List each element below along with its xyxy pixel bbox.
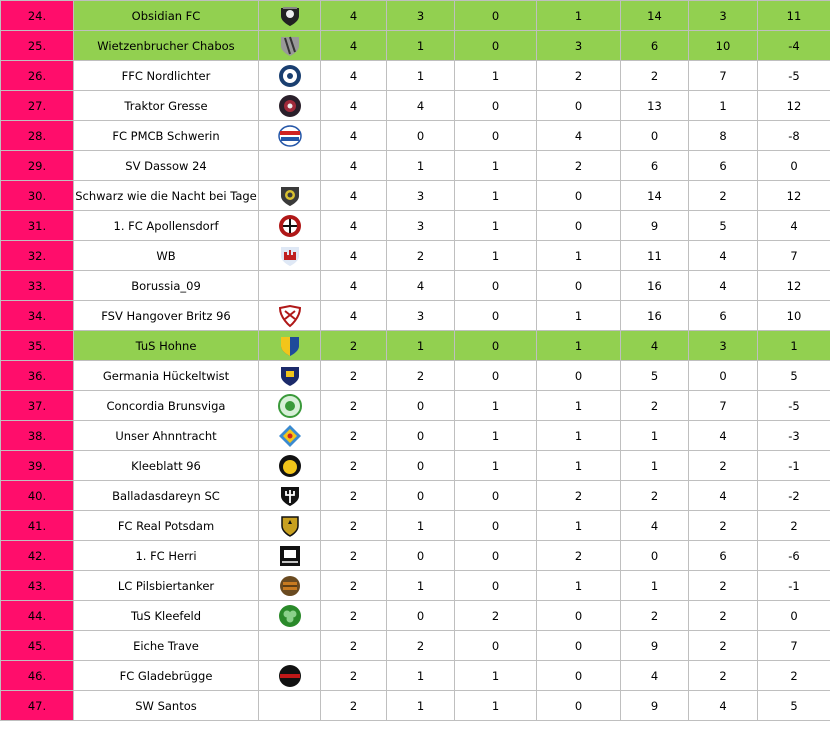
goal-diff-cell: -1 bbox=[758, 451, 830, 481]
team-name-cell: 1. FC Herri bbox=[74, 541, 259, 571]
rank-cell: 37. bbox=[1, 391, 74, 421]
wins-cell: 2 bbox=[387, 241, 455, 271]
games-cell: 2 bbox=[321, 571, 387, 601]
table-row bbox=[1, 31, 830, 61]
goal-diff-cell: 7 bbox=[758, 241, 830, 271]
goals-for-cell: 2 bbox=[621, 61, 689, 91]
goal-diff-cell: 1 bbox=[758, 331, 830, 361]
crest-stripes-icon bbox=[278, 34, 302, 58]
draws-cell: 1 bbox=[455, 421, 537, 451]
table-row bbox=[1, 451, 830, 481]
team-logo-cell bbox=[259, 691, 321, 721]
losses-cell: 2 bbox=[537, 541, 621, 571]
draws-cell: 0 bbox=[455, 631, 537, 661]
team-name-cell: Germania Hückeltwist bbox=[74, 361, 259, 391]
goals-against-cell: 6 bbox=[689, 301, 758, 331]
team-logo-cell bbox=[259, 331, 321, 361]
games-cell: 2 bbox=[321, 691, 387, 721]
rank-cell: 35. bbox=[1, 331, 74, 361]
wins-cell: 1 bbox=[387, 31, 455, 61]
rank-cell: 44. bbox=[1, 601, 74, 631]
crest-trident-icon bbox=[278, 484, 302, 508]
losses-cell: 1 bbox=[537, 331, 621, 361]
goals-for-cell: 16 bbox=[621, 271, 689, 301]
games-cell: 2 bbox=[321, 421, 387, 451]
goals-for-cell: 1 bbox=[621, 571, 689, 601]
team-name-cell: 1. FC Apollensdorf bbox=[74, 211, 259, 241]
goals-against-cell: 5 bbox=[689, 211, 758, 241]
crest-barrel-icon bbox=[278, 574, 302, 598]
rank-cell: 30. bbox=[1, 181, 74, 211]
goals-for-cell: 1 bbox=[621, 421, 689, 451]
goals-against-cell: 4 bbox=[689, 241, 758, 271]
goals-for-cell: 2 bbox=[621, 391, 689, 421]
goal-diff-cell: 5 bbox=[758, 361, 830, 391]
goals-against-cell: 7 bbox=[689, 391, 758, 421]
team-logo-cell bbox=[259, 541, 321, 571]
team-logo-cell bbox=[259, 661, 321, 691]
games-cell: 4 bbox=[321, 181, 387, 211]
team-name-cell: SW Santos bbox=[74, 691, 259, 721]
wins-cell: 1 bbox=[387, 661, 455, 691]
losses-cell: 2 bbox=[537, 481, 621, 511]
table-row bbox=[1, 511, 830, 541]
goal-diff-cell: 7 bbox=[758, 631, 830, 661]
goals-for-cell: 16 bbox=[621, 301, 689, 331]
wins-cell: 0 bbox=[387, 601, 455, 631]
goal-diff-cell: 12 bbox=[758, 181, 830, 211]
goals-for-cell: 2 bbox=[621, 601, 689, 631]
goals-against-cell: 3 bbox=[689, 331, 758, 361]
wins-cell: 1 bbox=[387, 571, 455, 601]
table-row bbox=[1, 361, 830, 391]
team-name-cell: Balladasdareyn SC bbox=[74, 481, 259, 511]
draws-cell: 1 bbox=[455, 211, 537, 241]
team-name-cell: FC Gladebrügge bbox=[74, 661, 259, 691]
table-row bbox=[1, 391, 830, 421]
rank-cell: 28. bbox=[1, 121, 74, 151]
goals-against-cell: 8 bbox=[689, 121, 758, 151]
games-cell: 2 bbox=[321, 541, 387, 571]
goals-for-cell: 14 bbox=[621, 181, 689, 211]
games-cell: 4 bbox=[321, 271, 387, 301]
goal-diff-cell: 12 bbox=[758, 91, 830, 121]
goals-against-cell: 2 bbox=[689, 451, 758, 481]
team-name-cell: Concordia Brunsviga bbox=[74, 391, 259, 421]
wins-cell: 0 bbox=[387, 121, 455, 151]
table-row bbox=[1, 601, 830, 631]
goal-diff-cell: -5 bbox=[758, 391, 830, 421]
games-cell: 2 bbox=[321, 511, 387, 541]
team-name-cell: Obsidian FC bbox=[74, 1, 259, 31]
draws-cell: 0 bbox=[455, 301, 537, 331]
losses-cell: 1 bbox=[537, 421, 621, 451]
team-name-cell: TuS Kleefeld bbox=[74, 601, 259, 631]
team-logo-cell bbox=[259, 151, 321, 181]
team-name-cell: FC Real Potsdam bbox=[74, 511, 259, 541]
goals-against-cell: 10 bbox=[689, 31, 758, 61]
team-name-cell: Kleeblatt 96 bbox=[74, 451, 259, 481]
draws-cell: 1 bbox=[455, 391, 537, 421]
games-cell: 4 bbox=[321, 1, 387, 31]
team-name-cell: FC PMCB Schwerin bbox=[74, 121, 259, 151]
wins-cell: 3 bbox=[387, 181, 455, 211]
goals-against-cell: 2 bbox=[689, 571, 758, 601]
wins-cell: 1 bbox=[387, 331, 455, 361]
rank-cell: 38. bbox=[1, 421, 74, 451]
team-logo-cell bbox=[259, 31, 321, 61]
wins-cell: 1 bbox=[387, 61, 455, 91]
crest-bw-square-icon bbox=[278, 544, 302, 568]
team-logo-cell bbox=[259, 631, 321, 661]
goals-against-cell: 1 bbox=[689, 91, 758, 121]
draws-cell: 0 bbox=[455, 541, 537, 571]
table-row bbox=[1, 481, 830, 511]
goal-diff-cell: 2 bbox=[758, 511, 830, 541]
wins-cell: 0 bbox=[387, 421, 455, 451]
goals-against-cell: 7 bbox=[689, 61, 758, 91]
goals-for-cell: 9 bbox=[621, 631, 689, 661]
draws-cell: 1 bbox=[455, 661, 537, 691]
rank-cell: 39. bbox=[1, 451, 74, 481]
goal-diff-cell: 0 bbox=[758, 151, 830, 181]
crest-yellow-blue-icon bbox=[278, 334, 302, 358]
games-cell: 2 bbox=[321, 331, 387, 361]
team-logo-cell bbox=[259, 271, 321, 301]
table-row bbox=[1, 241, 830, 271]
rank-cell: 33. bbox=[1, 271, 74, 301]
table-row bbox=[1, 151, 830, 181]
draws-cell: 1 bbox=[455, 181, 537, 211]
goals-against-cell: 2 bbox=[689, 661, 758, 691]
games-cell: 4 bbox=[321, 301, 387, 331]
draws-cell: 0 bbox=[455, 31, 537, 61]
games-cell: 4 bbox=[321, 31, 387, 61]
goal-diff-cell: 11 bbox=[758, 1, 830, 31]
wins-cell: 1 bbox=[387, 691, 455, 721]
goals-against-cell: 4 bbox=[689, 691, 758, 721]
team-name-cell: Traktor Gresse bbox=[74, 91, 259, 121]
goals-for-cell: 9 bbox=[621, 211, 689, 241]
team-name-cell: Eiche Trave bbox=[74, 631, 259, 661]
draws-cell: 1 bbox=[455, 151, 537, 181]
goal-diff-cell: 4 bbox=[758, 211, 830, 241]
table-row bbox=[1, 211, 830, 241]
rank-cell: 46. bbox=[1, 661, 74, 691]
losses-cell: 0 bbox=[537, 631, 621, 661]
games-cell: 2 bbox=[321, 361, 387, 391]
team-logo-cell bbox=[259, 211, 321, 241]
crest-shield-dark-icon bbox=[278, 184, 302, 208]
losses-cell: 2 bbox=[537, 61, 621, 91]
rank-cell: 25. bbox=[1, 31, 74, 61]
goals-for-cell: 4 bbox=[621, 661, 689, 691]
team-name-cell: FSV Hangover Britz 96 bbox=[74, 301, 259, 331]
goals-for-cell: 2 bbox=[621, 481, 689, 511]
goals-for-cell: 11 bbox=[621, 241, 689, 271]
crest-diamond-icon bbox=[278, 424, 302, 448]
goal-diff-cell: 0 bbox=[758, 601, 830, 631]
team-logo-cell bbox=[259, 121, 321, 151]
goals-for-cell: 14 bbox=[621, 1, 689, 31]
table-row bbox=[1, 661, 830, 691]
losses-cell: 0 bbox=[537, 91, 621, 121]
losses-cell: 1 bbox=[537, 241, 621, 271]
draws-cell: 0 bbox=[455, 481, 537, 511]
table-row bbox=[1, 121, 830, 151]
team-logo-cell bbox=[259, 511, 321, 541]
games-cell: 4 bbox=[321, 211, 387, 241]
team-logo-cell bbox=[259, 451, 321, 481]
goals-against-cell: 6 bbox=[689, 151, 758, 181]
draws-cell: 1 bbox=[455, 241, 537, 271]
crest-clover-icon bbox=[278, 604, 302, 628]
draws-cell: 0 bbox=[455, 91, 537, 121]
rank-cell: 43. bbox=[1, 571, 74, 601]
rank-cell: 40. bbox=[1, 481, 74, 511]
wins-cell: 4 bbox=[387, 271, 455, 301]
team-logo-cell bbox=[259, 91, 321, 121]
rank-cell: 42. bbox=[1, 541, 74, 571]
goals-for-cell: 6 bbox=[621, 151, 689, 181]
draws-cell: 0 bbox=[455, 331, 537, 361]
games-cell: 2 bbox=[321, 601, 387, 631]
draws-cell: 1 bbox=[455, 691, 537, 721]
draws-cell: 0 bbox=[455, 1, 537, 31]
goals-for-cell: 4 bbox=[621, 511, 689, 541]
goals-for-cell: 4 bbox=[621, 331, 689, 361]
table-row bbox=[1, 1, 830, 31]
goals-for-cell: 6 bbox=[621, 31, 689, 61]
games-cell: 4 bbox=[321, 151, 387, 181]
goals-against-cell: 2 bbox=[689, 181, 758, 211]
losses-cell: 1 bbox=[537, 571, 621, 601]
standings-body bbox=[1, 1, 830, 721]
draws-cell: 1 bbox=[455, 451, 537, 481]
goals-against-cell: 6 bbox=[689, 541, 758, 571]
rank-cell: 24. bbox=[1, 1, 74, 31]
goal-diff-cell: -6 bbox=[758, 541, 830, 571]
rank-cell: 26. bbox=[1, 61, 74, 91]
crest-castle-icon bbox=[278, 244, 302, 268]
wins-cell: 0 bbox=[387, 541, 455, 571]
games-cell: 2 bbox=[321, 661, 387, 691]
wins-cell: 2 bbox=[387, 631, 455, 661]
losses-cell: 3 bbox=[537, 31, 621, 61]
team-name-cell: SV Dassow 24 bbox=[74, 151, 259, 181]
draws-cell: 0 bbox=[455, 571, 537, 601]
team-name-cell: FFC Nordlichter bbox=[74, 61, 259, 91]
crest-round-dark-icon bbox=[278, 94, 302, 118]
games-cell: 2 bbox=[321, 631, 387, 661]
team-name-cell: Schwarz wie die Nacht bei Tage bbox=[74, 181, 259, 211]
crest-yellow-black-icon bbox=[278, 454, 302, 478]
crest-black-red-round-icon bbox=[278, 664, 302, 688]
goals-against-cell: 0 bbox=[689, 361, 758, 391]
goals-for-cell: 13 bbox=[621, 91, 689, 121]
goals-for-cell: 1 bbox=[621, 451, 689, 481]
table-row bbox=[1, 331, 830, 361]
team-logo-cell bbox=[259, 181, 321, 211]
goals-against-cell: 3 bbox=[689, 1, 758, 31]
goal-diff-cell: 2 bbox=[758, 661, 830, 691]
losses-cell: 0 bbox=[537, 181, 621, 211]
goals-against-cell: 2 bbox=[689, 631, 758, 661]
rank-cell: 47. bbox=[1, 691, 74, 721]
goals-for-cell: 5 bbox=[621, 361, 689, 391]
table-row bbox=[1, 541, 830, 571]
goal-diff-cell: -4 bbox=[758, 31, 830, 61]
team-name-cell: Wietzenbrucher Chabos bbox=[74, 31, 259, 61]
draws-cell: 0 bbox=[455, 511, 537, 541]
team-name-cell: TuS Hohne bbox=[74, 331, 259, 361]
crest-gold-shield-icon bbox=[278, 514, 302, 538]
rank-cell: 27. bbox=[1, 91, 74, 121]
losses-cell: 2 bbox=[537, 151, 621, 181]
team-logo-cell bbox=[259, 361, 321, 391]
wins-cell: 1 bbox=[387, 511, 455, 541]
wins-cell: 3 bbox=[387, 301, 455, 331]
team-logo-cell bbox=[259, 391, 321, 421]
wins-cell: 1 bbox=[387, 151, 455, 181]
draws-cell: 0 bbox=[455, 271, 537, 301]
table-row bbox=[1, 691, 830, 721]
goal-diff-cell: -5 bbox=[758, 61, 830, 91]
crest-red-shield-icon bbox=[278, 304, 302, 328]
team-name-cell: Unser Ahnntracht bbox=[74, 421, 259, 451]
draws-cell: 0 bbox=[455, 361, 537, 391]
goals-for-cell: 0 bbox=[621, 541, 689, 571]
table-row bbox=[1, 271, 830, 301]
wins-cell: 4 bbox=[387, 91, 455, 121]
crest-bear-icon bbox=[278, 64, 302, 88]
draws-cell: 2 bbox=[455, 601, 537, 631]
table-row bbox=[1, 301, 830, 331]
crest-blue-red-icon bbox=[278, 124, 302, 148]
rank-cell: 32. bbox=[1, 241, 74, 271]
team-logo-cell bbox=[259, 241, 321, 271]
goal-diff-cell: -3 bbox=[758, 421, 830, 451]
wins-cell: 0 bbox=[387, 481, 455, 511]
team-logo-cell bbox=[259, 301, 321, 331]
wins-cell: 0 bbox=[387, 451, 455, 481]
team-name-cell: LC Pilsbiertanker bbox=[74, 571, 259, 601]
crest-red-round-icon bbox=[278, 214, 302, 238]
goals-for-cell: 0 bbox=[621, 121, 689, 151]
table-row bbox=[1, 571, 830, 601]
wins-cell: 3 bbox=[387, 211, 455, 241]
games-cell: 2 bbox=[321, 391, 387, 421]
crest-green-round-icon bbox=[278, 394, 302, 418]
losses-cell: 0 bbox=[537, 361, 621, 391]
goal-diff-cell: -2 bbox=[758, 481, 830, 511]
goals-against-cell: 4 bbox=[689, 271, 758, 301]
team-name-cell: WB bbox=[74, 241, 259, 271]
games-cell: 4 bbox=[321, 241, 387, 271]
team-logo-cell bbox=[259, 571, 321, 601]
losses-cell: 1 bbox=[537, 511, 621, 541]
goals-against-cell: 2 bbox=[689, 511, 758, 541]
team-logo-cell bbox=[259, 601, 321, 631]
goals-against-cell: 4 bbox=[689, 421, 758, 451]
draws-cell: 0 bbox=[455, 121, 537, 151]
losses-cell: 0 bbox=[537, 601, 621, 631]
team-name-cell: Borussia_09 bbox=[74, 271, 259, 301]
rank-cell: 41. bbox=[1, 511, 74, 541]
draws-cell: 1 bbox=[455, 61, 537, 91]
wins-cell: 3 bbox=[387, 1, 455, 31]
rank-cell: 36. bbox=[1, 361, 74, 391]
rank-cell: 31. bbox=[1, 211, 74, 241]
games-cell: 4 bbox=[321, 61, 387, 91]
losses-cell: 4 bbox=[537, 121, 621, 151]
table-row bbox=[1, 91, 830, 121]
table-row bbox=[1, 181, 830, 211]
rank-cell: 34. bbox=[1, 301, 74, 331]
table-row bbox=[1, 631, 830, 661]
goal-diff-cell: 10 bbox=[758, 301, 830, 331]
goal-diff-cell: 5 bbox=[758, 691, 830, 721]
losses-cell: 0 bbox=[537, 271, 621, 301]
goal-diff-cell: -8 bbox=[758, 121, 830, 151]
team-logo-cell bbox=[259, 1, 321, 31]
rank-cell: 45. bbox=[1, 631, 74, 661]
losses-cell: 1 bbox=[537, 451, 621, 481]
games-cell: 4 bbox=[321, 121, 387, 151]
losses-cell: 1 bbox=[537, 1, 621, 31]
losses-cell: 0 bbox=[537, 211, 621, 241]
wins-cell: 2 bbox=[387, 361, 455, 391]
goals-against-cell: 4 bbox=[689, 481, 758, 511]
games-cell: 2 bbox=[321, 481, 387, 511]
goal-diff-cell: -1 bbox=[758, 571, 830, 601]
goals-against-cell: 2 bbox=[689, 601, 758, 631]
team-logo-cell bbox=[259, 481, 321, 511]
games-cell: 2 bbox=[321, 451, 387, 481]
team-logo-cell bbox=[259, 421, 321, 451]
losses-cell: 1 bbox=[537, 301, 621, 331]
goals-for-cell: 9 bbox=[621, 691, 689, 721]
losses-cell: 0 bbox=[537, 661, 621, 691]
team-logo-cell bbox=[259, 61, 321, 91]
table-row bbox=[1, 61, 830, 91]
crest-navy-shield-icon bbox=[278, 364, 302, 388]
losses-cell: 0 bbox=[537, 691, 621, 721]
losses-cell: 1 bbox=[537, 391, 621, 421]
wins-cell: 0 bbox=[387, 391, 455, 421]
games-cell: 4 bbox=[321, 91, 387, 121]
table-row bbox=[1, 421, 830, 451]
goal-diff-cell: 12 bbox=[758, 271, 830, 301]
crest-black-icon bbox=[278, 4, 302, 28]
rank-cell: 29. bbox=[1, 151, 74, 181]
